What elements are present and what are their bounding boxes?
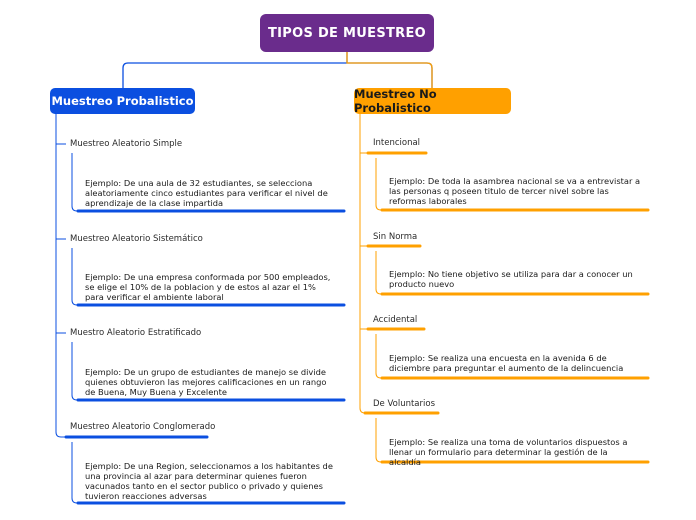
left-item-2-desc[interactable]: Ejemplo: De una empresa conformada por 500 empleados, se elige el 10% de la poblacion y de estos al azar el 1% para verificar el ambiente laboral (85, 272, 331, 302)
left-item-4-desc[interactable]: Ejemplo: De una Region, seleccionamos a los habitantes de una provincia al azar para determinar quienes fueron vacunados tanto en el sector publico o privado y quienes tuvieron reacciones adversas (85, 461, 333, 501)
left-desc-4-bracket (72, 442, 77, 503)
right-item-1-label[interactable]: Intencional (373, 138, 421, 148)
right-item-4-desc[interactable]: Ejemplo: Se realiza una toma de voluntarios dispuestos a llenar un formulario para determinar la gestión de la alcaldía (389, 437, 628, 467)
left-desc-2-bracket (72, 248, 77, 305)
left-item-2-label[interactable]: Muestreo Aleatorio Sistemático (70, 234, 203, 244)
right-item-2-desc[interactable]: Ejemplo: No tiene objetivo se utiliza para dar a conocer un producto nuevo (389, 269, 633, 289)
branch-non-probabilistic[interactable]: Muestreo No Probalistico (354, 88, 511, 114)
right-item-4-label[interactable]: De Voluntarios (373, 399, 435, 409)
left-item-3-desc[interactable]: Ejemplo: De un grupo de estudiantes de manejo se divide quienes obtuvieron las mejores calificaciones en un rango de Buena, Muy Buena y Excelente (85, 367, 327, 397)
right-item-2-label[interactable]: Sin Norma (373, 232, 418, 242)
left-item-3-label[interactable]: Muestro Aleatorio Estratificado (70, 328, 202, 338)
branch-probabilistic[interactable]: Muestreo Probalistico (50, 88, 195, 114)
right-desc-1-bracket (376, 158, 381, 210)
right-spine-ticks (360, 153, 368, 329)
left-item-1-label[interactable]: Muestreo Aleatorio Simple (70, 139, 183, 149)
right-item-3-desc[interactable]: Ejemplo: Se realiza una encuesta en la avenida 6 de diciembre para preguntar el aumento de la delincuencia (389, 353, 624, 373)
left-spine-ticks (56, 144, 66, 333)
right-item-3-label[interactable]: Accidental (373, 315, 418, 325)
right-desc-3-bracket (376, 334, 381, 378)
left-desc-3-bracket (72, 342, 77, 400)
right-desc-4-bracket (376, 418, 381, 462)
left-spine (56, 114, 66, 437)
root-connector-right (347, 52, 432, 88)
root-connector-left (123, 52, 432, 88)
right-spine (360, 114, 365, 413)
right-item-1-desc[interactable]: Ejemplo: De toda la asambrea nacional se va a entrevistar a las personas q poseen titulo de tercer nivel sobre las reformas laborales (389, 176, 641, 206)
left-item-1-desc[interactable]: Ejemplo: De una aula de 32 estudiantes, se selecciona aleatoriamente cinco estudiantes para verificar el nivel de aprendizaje de la clase impartida (85, 178, 328, 208)
root-node-title[interactable]: TIPOS DE MUESTREO (260, 14, 434, 52)
left-item-4-label[interactable]: Muestreo Aleatorio Conglomerado (70, 422, 216, 432)
left-desc-1-bracket (72, 153, 77, 211)
right-desc-2-bracket (376, 251, 381, 294)
